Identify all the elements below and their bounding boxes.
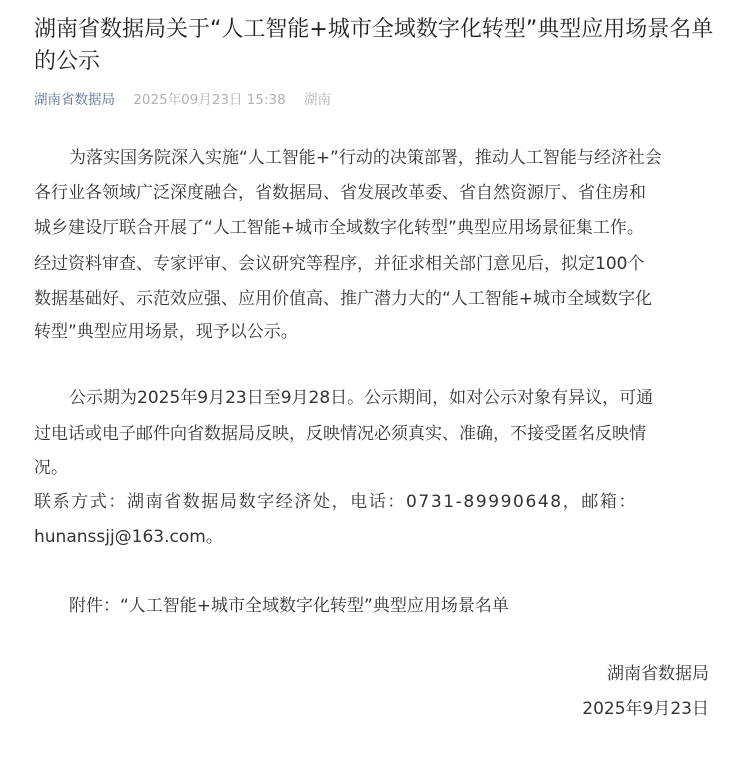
publish-region: 湖南 [304, 92, 332, 108]
text-line: 各行业各领域广泛深度融合，省数据局、省发展改革委、省自然资源厅、省住房和 [34, 183, 646, 203]
contact-line: 联系方式：湖南省数据局数字经济处，电话：0731-89990648，邮箱： [34, 492, 638, 512]
text-line: 为落实国务院深入实施“人工智能+”行动的决策部署，推动人工智能与经济社会 [69, 148, 662, 168]
signature-org: 湖南省数据局 [607, 664, 709, 684]
text-line: 过电话或电子邮件向省数据局反映，反映情况必须真实、准确，不接受匿名反映情 [34, 424, 646, 444]
article-meta [34, 90, 331, 110]
signature-date: 2025年9月23日 [582, 699, 709, 719]
text-line: 数据基础好、示范效应强、应用价值高、推广潜力大的“人工智能+城市全域数字化 [34, 289, 653, 309]
attachment-link[interactable]: 附件：“人工智能+城市全域数字化转型”典型应用场景名单 [69, 596, 509, 616]
email-line: hunanssjj@163.com。 [34, 527, 223, 547]
text-line: 转型”典型应用场景，现予以公示。 [34, 322, 298, 342]
article-title: 湖南省数据局关于“人工智能+城市全域数字化转型”典型应用场景名单的公示 [34, 17, 714, 74]
text-line: 况。 [34, 458, 68, 478]
text-line: 公示期为2025年9月23日至9月28日。公示期间，如对公示对象有异议，可通 [69, 388, 654, 408]
account-name-link[interactable]: 湖南省数据局 [34, 92, 115, 108]
text-line: 经过资料审查、专家评审、会议研究等程序，并征求相关部门意见后，拟定100个 [34, 254, 645, 274]
publish-datetime: 2025年09月23日 15:38 [133, 92, 286, 108]
text-line: 城乡建设厅联合开展了“人工智能+城市全域数字化转型”典型应用场景征集工作。 [34, 218, 644, 238]
